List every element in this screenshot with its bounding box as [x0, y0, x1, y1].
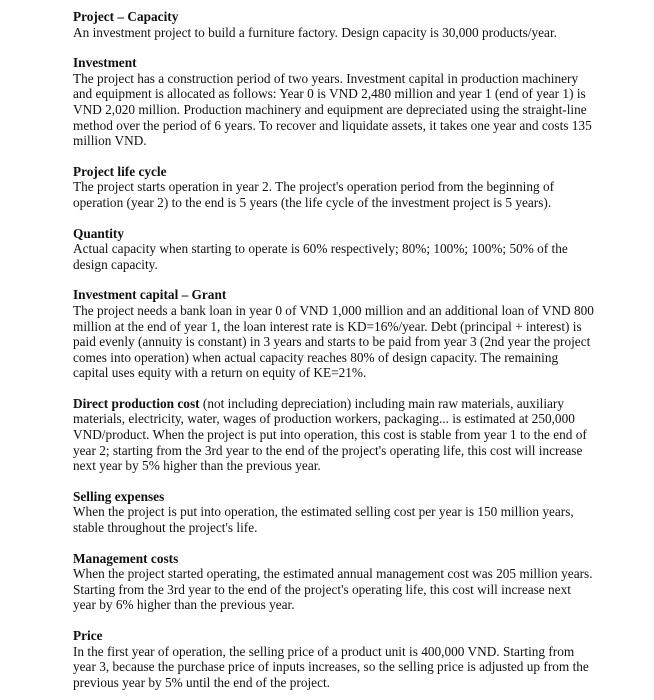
section-text: In the first year of operation, the selling price of a product unit is 400,000 VND. Starting from year 3, because the purchase price of inputs increases, so the selling price is adjusted up from the previous year by 5% until the end of the project. — [73, 643, 589, 690]
section-text: An investment project to build a furniture factory. Design capacity is 30,000 products/year. — [73, 24, 557, 40]
section-heading: Price — [73, 628, 103, 643]
section-heading: Management costs — [73, 550, 179, 566]
section-heading: Direct production cost — [73, 395, 200, 411]
section-direct-production-cost — [73, 396, 594, 474]
section-quantity — [73, 226, 594, 273]
section-heading: Investment — [73, 55, 137, 71]
section-heading: Project life cycle — [73, 163, 167, 179]
section-text: The project starts operation in year 2. The project's operation period from the beginning of operation (year 2) to the end is 5 years (the life cycle of the investment project is 5 years). — [73, 179, 555, 210]
section-project-capacity — [73, 9, 594, 40]
section-price — [73, 628, 594, 690]
section-text: Actual capacity when starting to operate is 60% respectively; 80%; 100%; 100%; 50% of the design capacity. — [73, 241, 568, 272]
section-heading: Quantity — [73, 225, 124, 241]
section-management-costs — [73, 551, 594, 613]
section-selling-expenses — [73, 489, 594, 536]
section-heading: Selling expenses — [73, 488, 165, 504]
section-text: (not including depreciation) including main raw materials, auxiliary materials, electricity, water, wages of production workers, packaging... is estimated at 250,000 VND/product. When the project is put into operation, this cost is stable from year 1 to the end of year 2; starting from the 3rd year to the end of the project's operating life, this cost will increase next year by 5% higher than the previous year. — [73, 395, 587, 474]
section-text: The project needs a bank loan in year 0 of VND 1,000 million and an additional loan of VND 800 million at the end of year 1, the loan interest rate is KD=16%/year. Debt (principal + interest) is paid evenly (annuity is constant) in 3 years and starts to be paid from year 3 (2nd year the project comes into operation) when actual capacity reaches 80% of design capacity. The remaining capital uses equity with a return on equity of KE=21%. — [73, 302, 594, 381]
section-project-life-cycle — [73, 164, 594, 211]
section-text: The project has a construction period of two years. Investment capital in production machinery and equipment is allocated as follows: Year 0 is VND 2,480 million and year 1 (end of year 1) is VND 2,020 million. Production machinery and equipment are depreciated using the straight-line method over the period of 6 years. To recover and liquidate assets, it takes one year and costs 135 million VND. — [73, 70, 592, 149]
section-text: When the project is put into operation, the estimated selling cost per year is 150 million years, stable throughout the project's life. — [73, 504, 574, 536]
section-investment-capital-grant — [73, 287, 594, 381]
section-heading: Project – Capacity — [73, 9, 179, 24]
section-heading: Investment capital – Grant — [73, 287, 227, 303]
section-text-with-inline-heading — [73, 396, 594, 474]
section-investment — [73, 55, 594, 149]
section-text: When the project started operating, the estimated annual management cost was 205 million years. Starting from the 3rd year to the end of the project's operating life, this cost will increase next year by 6% higher than the previous year. — [73, 566, 593, 613]
